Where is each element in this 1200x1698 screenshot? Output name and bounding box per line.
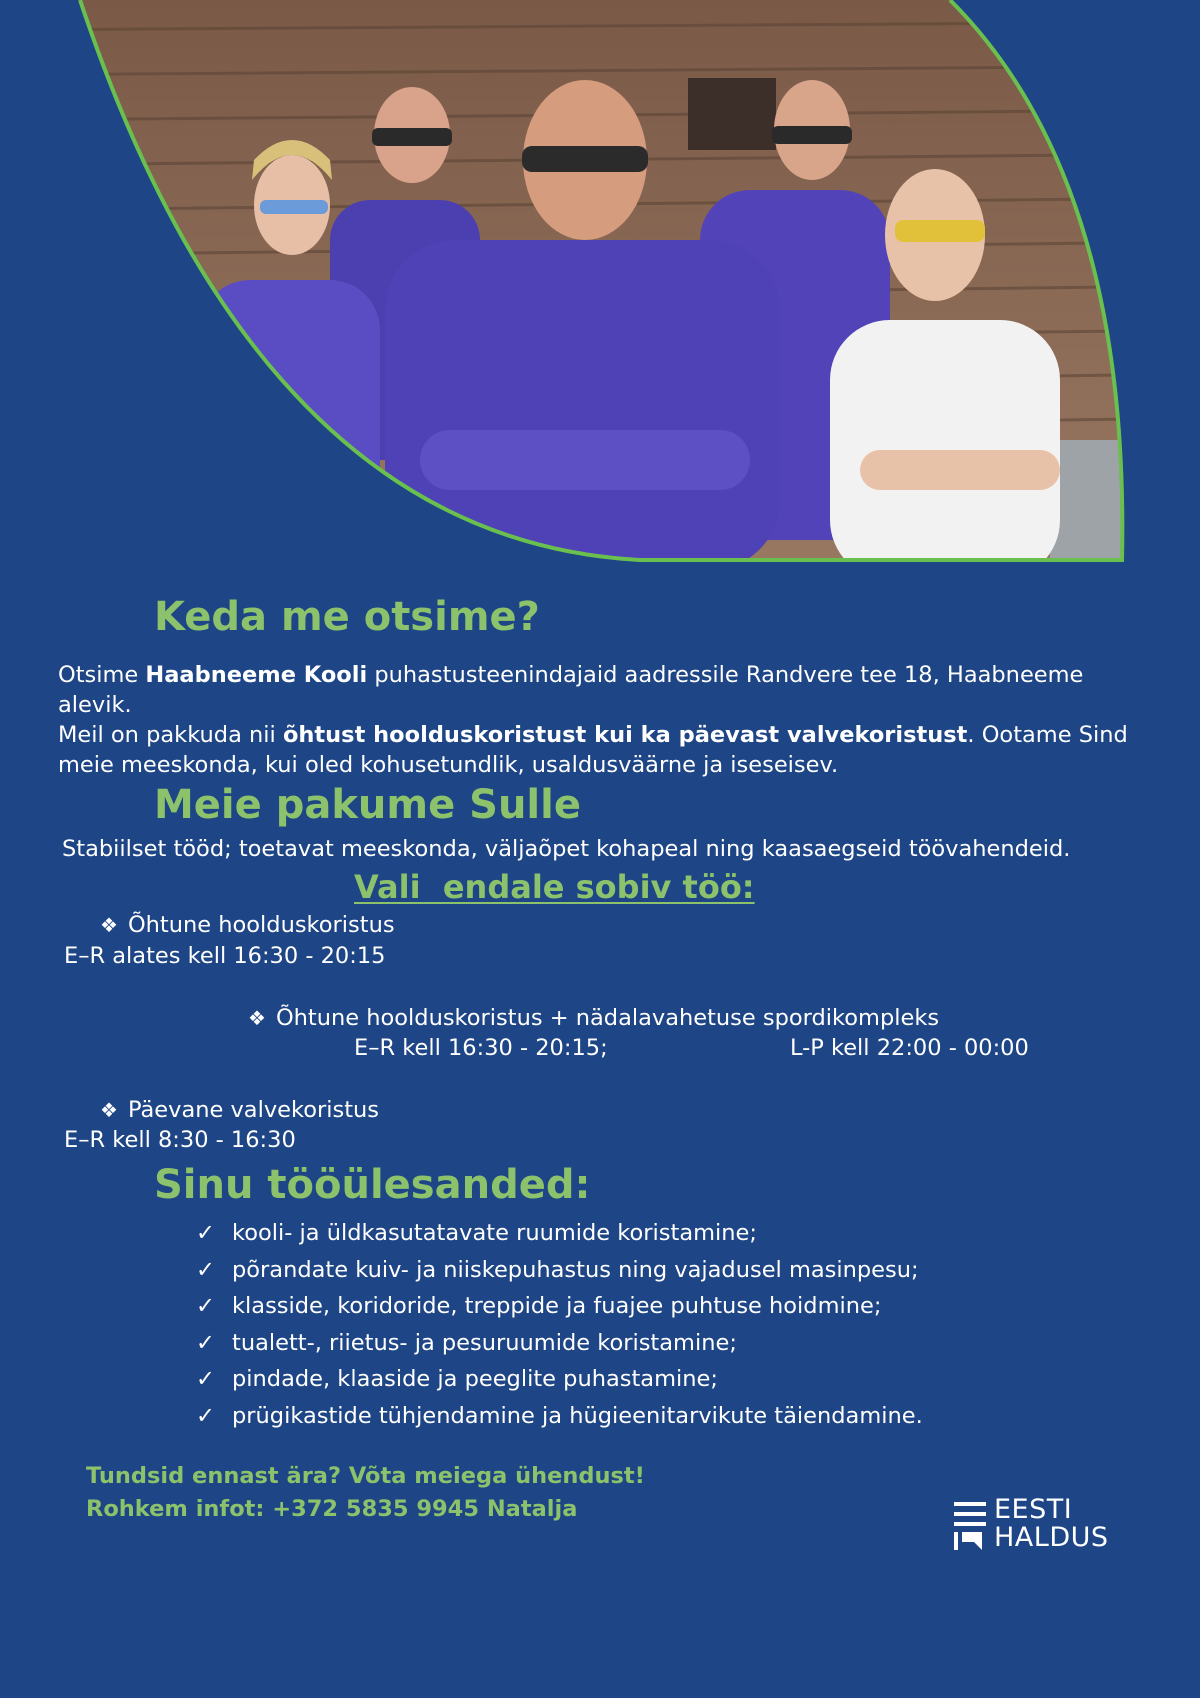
job-title: Päevane valvekoristus [127, 1097, 380, 1123]
list-item [196, 1215, 923, 1252]
checkmark-icon: ✓ [196, 1366, 215, 1392]
offer-text-c: . Ootame Sind meie meeskonda, kui oled kohusetundlik, usaldusväärne ja iseseisev. [58, 722, 1128, 778]
team-photo-image [0, 0, 1200, 600]
job-title: Õhtune hoolduskoristus [127, 912, 395, 938]
logo-text-line2: HALDUS [994, 1522, 1109, 1553]
intro-text-c: puhastusteenindajaid aadressile Randvere tee 18, Haabneeme alevik. [58, 662, 1084, 718]
intro-school-name: Haabneeme Kooli [145, 662, 368, 688]
checkmark-icon: ✓ [196, 1256, 215, 1283]
task-list [196, 1215, 923, 1434]
eesti-haldus-logo-icon [954, 1500, 986, 1552]
heading-choose-job: Vali endale sobiv töö: [354, 868, 755, 906]
contact-call-to-action: Tundsid ennast ära? Võta meiega ühendust! [86, 1463, 645, 1489]
task-text: põrandate kuiv- ja niiskepuhastus ning vajadusel masinpesu; [232, 1256, 919, 1283]
list-item [196, 1325, 923, 1362]
heading-we-offer: Meie pakume Sulle [154, 782, 581, 828]
task-text: pindade, klaaside ja peeglite puhastamine; [232, 1366, 718, 1392]
offer-paragraph [58, 720, 1158, 780]
task-text: prügikastide tühjendamine ja hügieenitarvikute täiendamine. [232, 1402, 923, 1429]
eesti-haldus-logo [954, 1494, 1122, 1556]
heading-your-tasks: Sinu tööülesanded: [154, 1162, 591, 1208]
diamond-bullet-icon: ❖ [100, 913, 118, 937]
job-title: Õhtune hoolduskoristus + nädalavahetuse spordikompleks [275, 1005, 940, 1031]
list-item [196, 1398, 923, 1435]
list-item [196, 1288, 923, 1325]
intro-text-a: Otsime [58, 662, 146, 688]
list-item [196, 1252, 923, 1289]
task-text: kooli- ja üldkasutatavate ruumide koristamine; [232, 1220, 757, 1246]
checkmark-icon: ✓ [196, 1220, 215, 1246]
diamond-bullet-icon: ❖ [100, 1098, 118, 1122]
job-time-weekend: L-P kell 22:00 - 00:00 [790, 1035, 1029, 1061]
job-option-evening [100, 912, 395, 938]
job-option-day [100, 1097, 379, 1123]
logo-text-line1: EESTI [994, 1494, 1073, 1525]
checkmark-icon: ✓ [196, 1402, 215, 1429]
task-text: tualett-, riietus- ja pesuruumide koristamine; [232, 1329, 737, 1356]
we-offer-text: Stabiilset tööd; toetavat meeskonda, väljaõpet kohapeal ning kaasaegseid töövahendeid. [62, 836, 1071, 862]
intro-paragraph [58, 660, 1158, 720]
offer-text-a: Meil on pakkuda nii [58, 722, 283, 748]
contact-phone-info[interactable]: Rohkem infot: +372 5835 9945 Natalja [86, 1496, 578, 1522]
job-option-evening-weekend [248, 1005, 939, 1031]
list-item [196, 1361, 923, 1398]
hero-image [0, 0, 1200, 600]
job-time: E–R kell 8:30 - 16:30 [64, 1127, 296, 1153]
checkmark-icon: ✓ [196, 1293, 215, 1319]
diamond-bullet-icon: ❖ [248, 1006, 266, 1030]
task-text: klasside, koridoride, treppide ja fuajee puhtuse hoidmine; [232, 1293, 882, 1319]
checkmark-icon: ✓ [196, 1329, 215, 1356]
heading-who-we-seek: Keda me otsime? [154, 594, 540, 640]
offer-text-bold: õhtust hoolduskoristust kui ka päevast valvekoristust [282, 722, 968, 748]
job-time: E–R alates kell 16:30 - 20:15 [64, 943, 386, 969]
job-time-weekday: E–R kell 16:30 - 20:15; [354, 1035, 608, 1061]
